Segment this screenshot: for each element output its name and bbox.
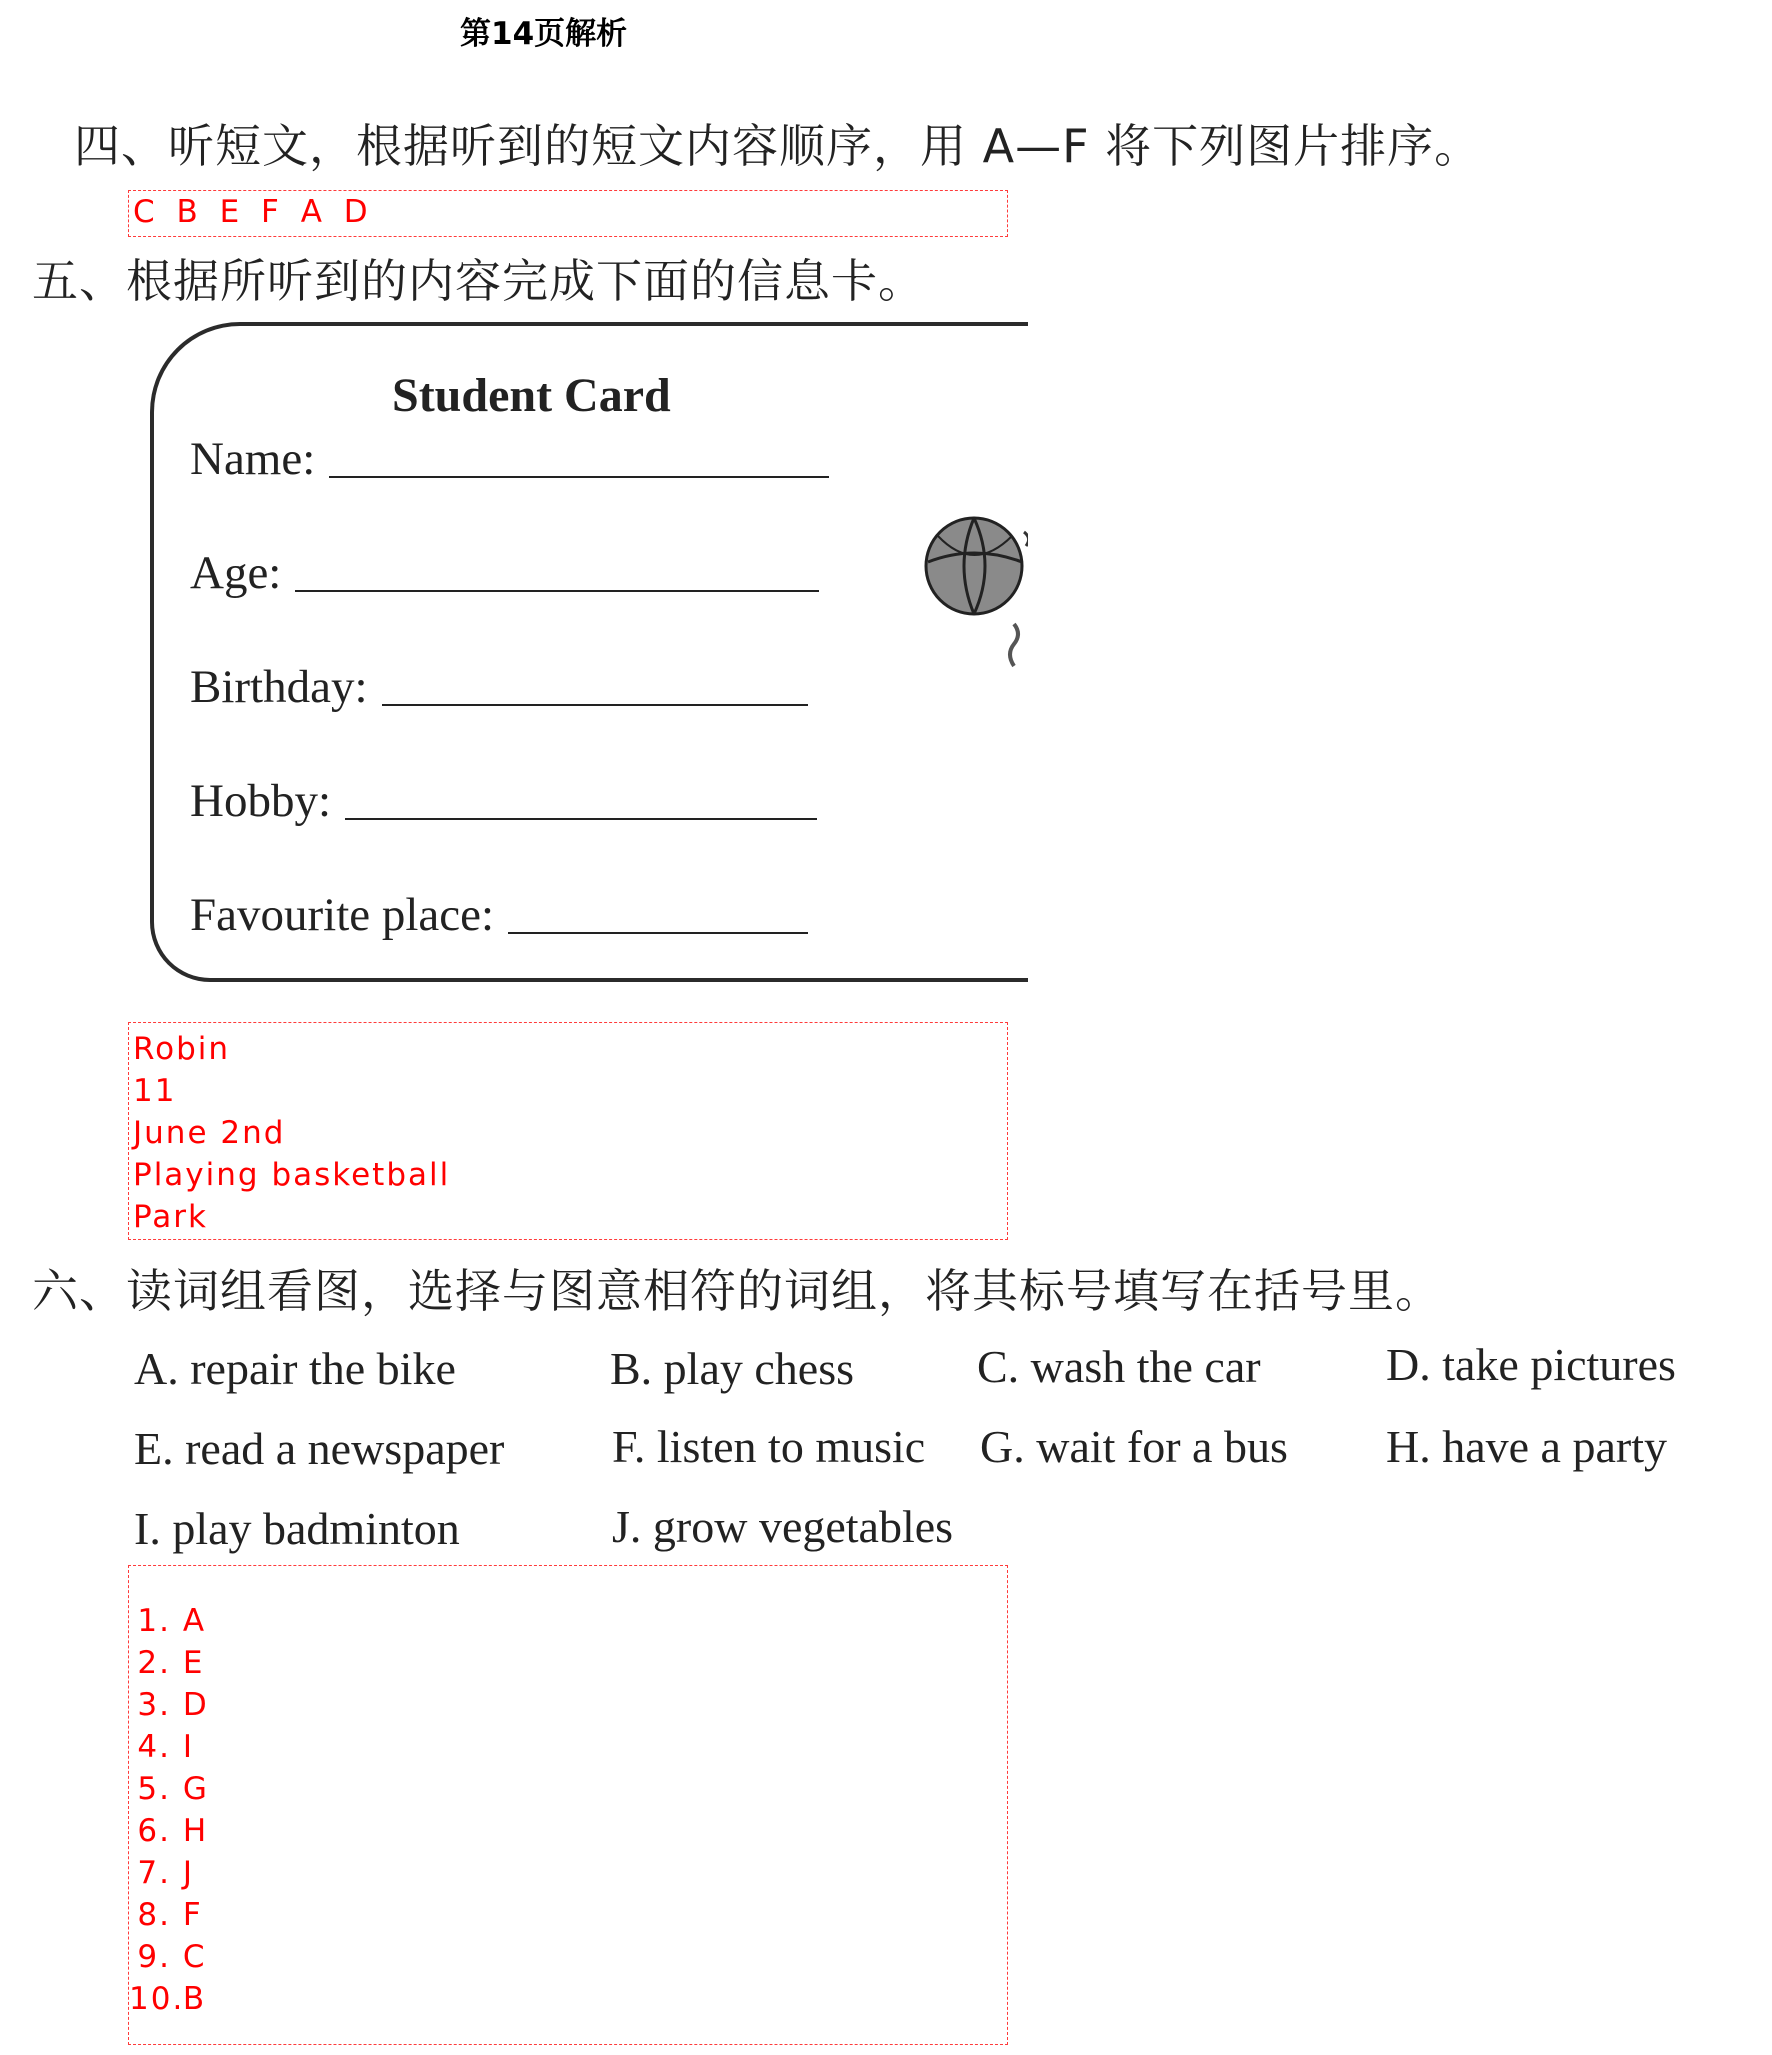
answer-box-5 (128, 1022, 1008, 1240)
answer-number: 10. (129, 1981, 185, 2017)
answer-item (129, 1894, 1003, 1936)
answer-value: J (182, 1855, 195, 1891)
answer-value: G (182, 1771, 209, 1807)
answer-4-sequence: C B E F A D (133, 194, 374, 230)
basketball-icon (924, 514, 1028, 674)
page-title: 第14页解析 (460, 16, 628, 52)
answer-item (129, 1852, 1003, 1894)
option-j: J. grow vegetables (612, 1501, 954, 1552)
answer-value: A (182, 1603, 207, 1639)
birthday-label: Birthday: (190, 661, 368, 713)
option-b: B. play chess (610, 1343, 855, 1394)
answer-item (129, 1600, 1003, 1642)
answer-value: I (182, 1729, 195, 1765)
answer-item (129, 1642, 1003, 1684)
answer-name: Robin (133, 1031, 231, 1067)
answer-number: 9. (137, 1939, 171, 1975)
answer-item (129, 1936, 1003, 1978)
question-5-title: 五、根据所听到的内容完成下面的信息卡。 (32, 254, 925, 308)
answer-number: 5. (137, 1771, 171, 1807)
student-card-clip (0, 300, 1028, 1000)
answer-item (129, 1978, 1003, 2020)
answer-number: 6. (137, 1813, 171, 1849)
answer-number: 2. (137, 1645, 171, 1681)
birthday-blank (382, 704, 808, 706)
answer-value: F (182, 1897, 203, 1933)
answer-item (129, 1726, 1003, 1768)
answer-number: 3. (137, 1687, 171, 1723)
answer-number: 4. (137, 1729, 171, 1765)
answer-favourite-place: Park (133, 1199, 208, 1235)
hobby-label: Hobby: (190, 775, 331, 827)
name-blank (329, 476, 829, 478)
answer-number: 7. (137, 1855, 171, 1891)
age-label: Age: (190, 547, 282, 599)
answer-value: E (182, 1645, 205, 1681)
age-blank (295, 590, 819, 592)
answer-value: H (182, 1813, 209, 1849)
question-4-title: 四、听短文，根据听到的短文内容顺序，用 A—F 将下列图片排序。 (74, 119, 1482, 173)
answer-number: 1. (137, 1603, 171, 1639)
answer-birthday: June 2nd (133, 1115, 286, 1151)
question-6-title: 六、读词组看图，选择与图意相符的词组，将其标号填写在括号里。 (32, 1264, 1442, 1318)
name-field (190, 432, 829, 486)
answer-hobby: Playing basketball (133, 1157, 451, 1193)
hobby-field (190, 774, 817, 828)
option-c: C. wash the car (977, 1341, 1261, 1392)
answer-number: 8. (137, 1897, 171, 1933)
birthday-field (190, 660, 808, 714)
answer-item (129, 1810, 1003, 1852)
answer-age: 11 (133, 1073, 177, 1109)
favourite-place-field (190, 888, 808, 942)
option-h: H. have a party (1386, 1421, 1667, 1472)
answer-item (129, 1768, 1003, 1810)
student-card (150, 322, 1028, 982)
option-f: F. listen to music (612, 1421, 926, 1472)
answer-value: C (182, 1939, 207, 1975)
option-g: G. wait for a bus (980, 1421, 1288, 1472)
student-card-title: Student Card (392, 369, 671, 422)
name-label: Name: (190, 433, 316, 485)
answer-box-4 (128, 190, 1008, 237)
option-a: A. repair the bike (134, 1343, 456, 1394)
favourite-place-blank (508, 932, 808, 934)
answer-value: D (182, 1687, 209, 1723)
answer-box-6 (128, 1565, 1008, 2045)
answer-item (129, 1684, 1003, 1726)
option-d: D. take pictures (1386, 1339, 1676, 1390)
favourite-place-label: Favourite place: (190, 889, 495, 941)
age-field (190, 546, 819, 600)
hobby-blank (345, 818, 817, 820)
answer-value: B (182, 1981, 207, 2017)
option-e: E. read a newspaper (134, 1423, 505, 1474)
option-i: I. play badminton (134, 1503, 460, 1554)
